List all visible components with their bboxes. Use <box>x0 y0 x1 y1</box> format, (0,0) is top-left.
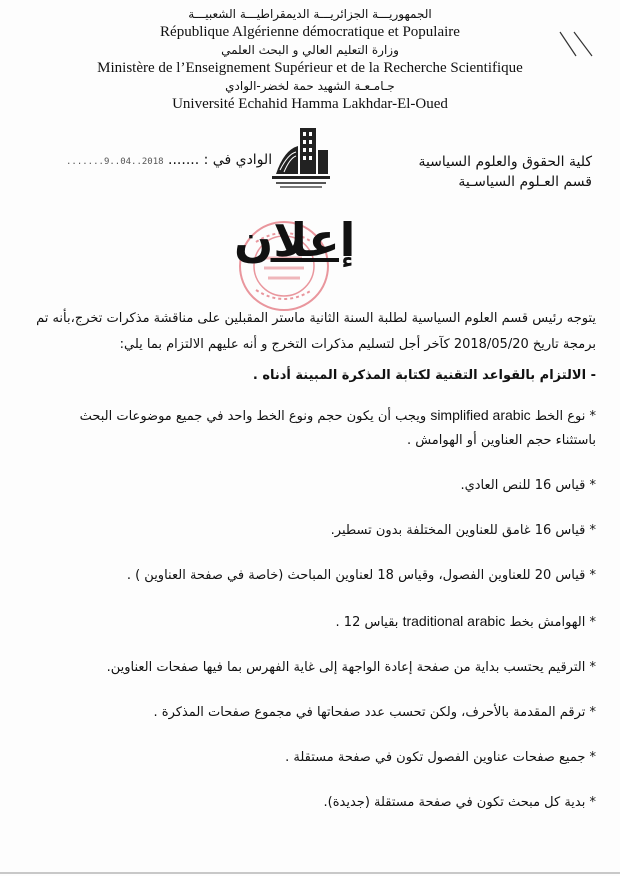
university-fr: Université Echahid Hamma Lakhdar-El-Oued <box>172 96 448 112</box>
faculty-name: كلية الحقوق والعلوم السياسية <box>418 154 592 170</box>
list-item-size-titles: * قياس 20 للعناوين الفصول، وقياس 18 لعناوين المباحث (خاصة في صفحة العناوين ) . <box>126 568 596 583</box>
intro-paragraph: يتوجه رئيس قسم العلوم السياسية لطلبة السنة الثانية ماستر المقبلين على مناقشة مذكرات تخرج،بأنه تم برمجة تاريخ 2018/05/20 كآخر أجل لتسليم مذكرات التخرج و أنه عليهم الالتزام بما يلي: <box>36 311 596 352</box>
list-item-font <box>36 403 596 453</box>
ministry-fr: Ministère de l’Enseignement Supérieur et de la Recherche Scientifique <box>97 60 523 76</box>
font-name: simplified arabic <box>430 407 531 423</box>
letterhead <box>0 6 620 114</box>
margins-text-b: بقياس 12 . <box>335 615 399 630</box>
list-item-size-body: * قياس 16 للنص العادي. <box>460 478 596 493</box>
announcement-body <box>36 306 596 836</box>
font-text-b: ويجب أن يكون حجم ونوع الخط واحد في جميع موضوعات البحث باستثناء حجم العناوين أو الهوامش . <box>79 409 596 448</box>
ministry-ar: وزارة التعليم العالي و البحث العلمي <box>221 43 399 57</box>
list-item-size-bold: * قياس 16 غامق للعناوين المختلفة بدون تسطير. <box>330 523 596 538</box>
list-item-intro-pages: * ترقم المقدمة بالأحرف، ولكن تحسب عدد صفحاتها في مجموع صفحات المذكرة . <box>153 705 596 720</box>
list-item-section-pages: * بدية كل مبحث تكون في صفحة مستقلة (جديدة). <box>323 795 596 810</box>
list-item-margins <box>36 609 596 635</box>
university-ar: جـامـعـة الشهيد حمة لخضر-الوادي <box>225 79 395 93</box>
pen-mark-icon <box>556 30 596 60</box>
rule-heading: - الالتزام بالقواعد التقنية لكتابة المذكرة المبينة أدناه . <box>252 368 596 383</box>
font-text-a: * نوع الخط <box>534 409 596 424</box>
republic-ar: الجمهوريـــة الجزائريـــة الديمقراطيـــة الشعبيـــة <box>188 7 432 21</box>
page-edge <box>0 872 620 874</box>
university-logo-icon <box>268 120 334 192</box>
margins-text-a: * الهوامش بخط <box>509 615 596 630</box>
date-line <box>66 152 272 168</box>
margins-font-name: traditional arabic <box>402 613 506 629</box>
republic-fr: République Algérienne démocratique et Populaire <box>160 24 460 40</box>
handwritten-date: 2018..04..9....... <box>66 157 164 167</box>
list-item-numbering: * الترقيم يحتسب بداية من صفحة إعادة الواجهة إلى غاية الفهرس بما فيها صفحات العناوين. <box>106 660 596 675</box>
department-name: قسم العـلوم السياسـية <box>458 174 592 190</box>
faculty-block <box>418 152 592 192</box>
date-label: الوادي في : ....... <box>168 152 273 168</box>
list-item-chapter-pages: * جميع صفحات عناوين الفصول تكون في صفحة مستقلة . <box>285 750 596 765</box>
announcement-title: إعلان <box>234 213 356 267</box>
